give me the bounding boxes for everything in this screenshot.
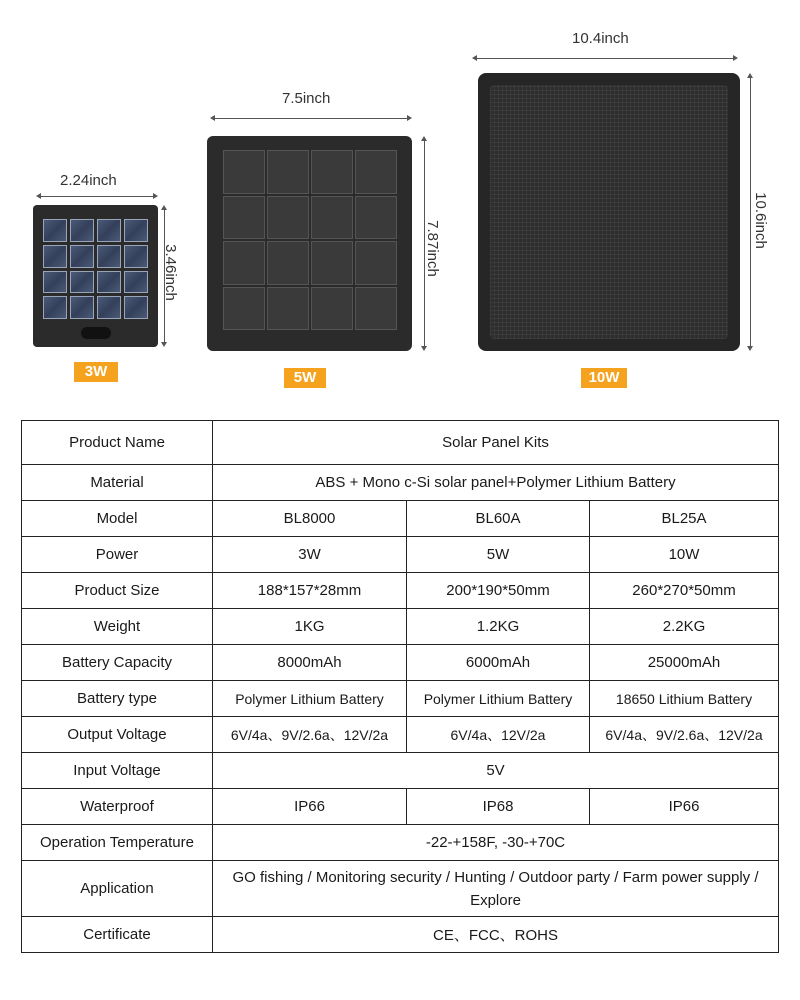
height-label-10w: 10.6inch: [751, 192, 769, 249]
cell-value: 10W: [590, 537, 779, 573]
spec-table: [21, 420, 779, 953]
row-model: [22, 501, 779, 537]
row-value: CE、FCC、ROHS: [213, 917, 779, 953]
row-label: Product Name: [22, 421, 213, 465]
cell-value: 3W: [213, 537, 407, 573]
height-label-5w: 7.87inch: [423, 220, 441, 277]
solar-panel-10w: [478, 73, 740, 351]
width-arrow-5w: [212, 118, 410, 119]
row-weight: [22, 609, 779, 645]
cell-value: 260*270*50mm: [590, 573, 779, 609]
row-label: Power: [22, 537, 213, 573]
row-label: Input Voltage: [22, 753, 213, 789]
cell-value: 6V/4a、9V/2.6a、12V/2a: [213, 717, 407, 753]
cell-value: Polymer Lithium Battery: [213, 681, 407, 717]
cell-value: 2.2KG: [590, 609, 779, 645]
row-value: 5V: [213, 753, 779, 789]
solar-panel-5w: [207, 136, 412, 351]
width-arrow-10w: [474, 58, 736, 59]
cell-value: BL8000: [213, 501, 407, 537]
badge-3w: 3W: [74, 362, 118, 382]
cell-value: Polymer Lithium Battery: [407, 681, 590, 717]
row-label: Battery Capacity: [22, 645, 213, 681]
row-material: [22, 465, 779, 501]
row-waterproof: [22, 789, 779, 825]
height-arrow-10w: [750, 75, 751, 349]
row-label: Battery type: [22, 681, 213, 717]
row-product-size: [22, 573, 779, 609]
solar-cells-3w: [43, 219, 148, 319]
badge-5w: 5W: [284, 368, 326, 388]
row-operation-temperature: [22, 825, 779, 861]
cell-value: BL60A: [407, 501, 590, 537]
solar-surface-10w: [490, 85, 728, 339]
row-label: Material: [22, 465, 213, 501]
cell-value: IP66: [213, 789, 407, 825]
cell-value: 6000mAh: [407, 645, 590, 681]
row-label: Model: [22, 501, 213, 537]
width-label-5w: 7.5inch: [282, 90, 331, 107]
cell-value: 18650 Lithium Battery: [590, 681, 779, 717]
row-label: Certificate: [22, 917, 213, 953]
row-label: Waterproof: [22, 789, 213, 825]
cell-value: 5W: [407, 537, 590, 573]
row-value: Solar Panel Kits: [213, 421, 779, 465]
row-label: Application: [22, 861, 213, 917]
row-output-voltage: [22, 717, 779, 753]
row-certificate: [22, 917, 779, 953]
cell-value: BL25A: [590, 501, 779, 537]
cell-value: IP66: [590, 789, 779, 825]
cell-value: 25000mAh: [590, 645, 779, 681]
cell-value: 188*157*28mm: [213, 573, 407, 609]
row-input-voltage: [22, 753, 779, 789]
row-battery-type: [22, 681, 779, 717]
cell-value: 6V/4a、9V/2.6a、12V/2a: [590, 717, 779, 753]
width-label-3w: 2.24inch: [60, 172, 117, 189]
badge-10w: 10W: [581, 368, 627, 388]
cell-value: 200*190*50mm: [407, 573, 590, 609]
cell-value: 6V/4a、12V/2a: [407, 717, 590, 753]
row-value: ABS + Mono c-Si solar panel+Polymer Lithium Battery: [213, 465, 779, 501]
row-value: GO fishing / Monitoring security / Hunting / Outdoor party / Farm power supply / Explore: [213, 861, 779, 917]
row-label: Output Voltage: [22, 717, 213, 753]
row-label: Weight: [22, 609, 213, 645]
solar-panel-3w: [33, 205, 158, 347]
cell-value: 8000mAh: [213, 645, 407, 681]
solar-cells-5w: [223, 150, 397, 330]
row-label: Operation Temperature: [22, 825, 213, 861]
cell-value: IP68: [407, 789, 590, 825]
height-label-3w: 3.46inch: [161, 244, 179, 301]
cell-value: 1.2KG: [407, 609, 590, 645]
row-battery-capacity: [22, 645, 779, 681]
row-power: [22, 537, 779, 573]
row-product-name: [22, 421, 779, 465]
cell-value: 1KG: [213, 609, 407, 645]
row-label: Product Size: [22, 573, 213, 609]
row-application: [22, 861, 779, 917]
product-images: [0, 0, 800, 410]
width-arrow-3w: [38, 196, 156, 197]
width-label-10w: 10.4inch: [572, 30, 629, 47]
row-value: -22-+158F, -30-+70C: [213, 825, 779, 861]
usb-port: [81, 327, 111, 339]
